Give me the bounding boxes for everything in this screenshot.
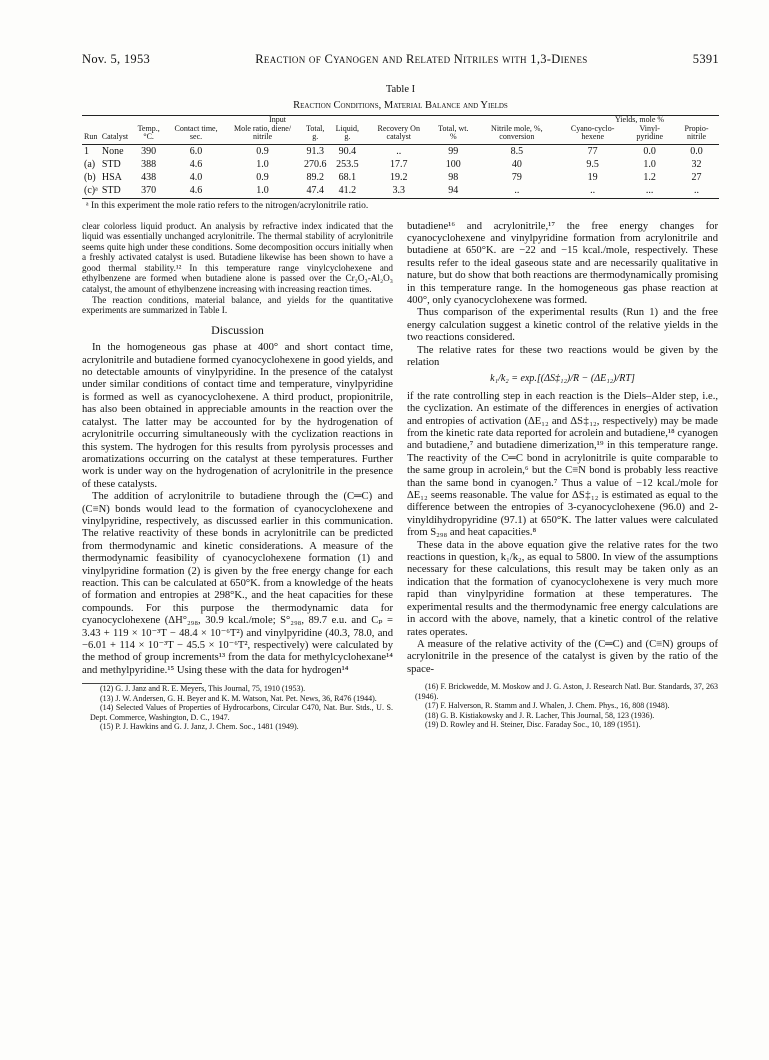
col-total-g: Total, g. <box>300 125 330 145</box>
table-cell: 388 <box>141 158 157 170</box>
table-cell: .. <box>396 145 402 157</box>
table-cell: 1.0 <box>225 184 300 199</box>
table-cell: 4.6 <box>167 184 225 199</box>
results-table <box>82 115 719 199</box>
table-cell: 89.2 <box>306 171 324 183</box>
table-cell: 253.5 <box>336 158 359 170</box>
table-cell: 99 <box>448 145 459 157</box>
table-cell: 1.2 <box>643 171 656 183</box>
table-cell: 0.9 <box>256 145 269 157</box>
col-liquid: Liquid, g. <box>330 125 364 145</box>
table-cell: 390 <box>141 145 157 157</box>
table-cell: 8.5 <box>510 145 524 157</box>
table-cell: 0.0 <box>643 145 656 157</box>
page-number: 5391 <box>692 52 719 66</box>
table-cell: 94 <box>433 184 474 199</box>
reference: (16) F. Brickwedde, M. Moskow and J. G. Aston, J. Research Natl. Bur. Standards, 37, 263 (1946). <box>415 682 718 701</box>
table-cell: 19 <box>587 171 598 183</box>
col-cyano: Cyano-cyclo-hexene <box>560 125 625 145</box>
table-cell: 40 <box>511 158 522 170</box>
table-cell: .. <box>674 184 719 199</box>
col-catalyst: Catalyst <box>100 125 130 145</box>
table-cell: 47.4 <box>300 184 330 199</box>
col-mole-ratio: Mole ratio, diene/ nitrile <box>225 125 300 145</box>
table-cell: 4.6 <box>189 158 203 170</box>
section-heading: Discussion <box>211 322 264 337</box>
table-cell: 27 <box>691 171 702 183</box>
table-caption: Reaction Conditions, Material Balance and Yields <box>293 100 508 111</box>
table-cell: 79 <box>511 171 522 183</box>
reference: (13) J. W. Andersen, G. H. Beyer and K. M. Watson, Nat. Pet. News, 36, R476 (1944). <box>100 693 377 703</box>
table-cell: None <box>101 145 124 157</box>
footnotes-right <box>407 682 718 730</box>
reference: (12) G. J. Janz and R. E. Meyers, This Journal, 75, 1910 (1953). <box>100 684 306 694</box>
table-row <box>82 158 719 171</box>
table-body <box>82 144 719 198</box>
col-temp: Temp., °C. <box>130 125 167 145</box>
running-header <box>82 52 719 70</box>
intro-paragraph: The reaction conditions, material balance, and yields for the quantitative experiments are summarized in Table I. <box>82 294 393 316</box>
col-vinyl: Vinyl-pyridine <box>625 125 674 145</box>
table-cell: 91.3 <box>306 145 324 157</box>
col-total-wt: Total, wt. % <box>433 125 474 145</box>
table-cell: ... <box>625 184 674 199</box>
table-cell: 0.0 <box>690 145 703 157</box>
table-cell: STD <box>101 158 121 170</box>
table-cell: (c)ᵃ <box>82 184 100 199</box>
table-cell: 41.2 <box>330 184 364 199</box>
col-propio: Propio-nitrile <box>674 125 719 145</box>
table-cell: 370 <box>130 184 167 199</box>
col-recovery: Recovery On catalyst <box>365 125 433 145</box>
table-cell: 0.9 <box>256 171 269 183</box>
table-cell: 6.0 <box>189 145 203 157</box>
rate-equation: k₁/k₂ = exp.[(ΔS‡₁₂)/R − (ΔE₁₂)/RT] <box>490 373 635 385</box>
table-cell: 438 <box>141 171 157 183</box>
table-cell: 19.2 <box>390 171 408 183</box>
table-label: Table I <box>385 84 416 95</box>
table-cell: STD <box>100 184 130 199</box>
table-row <box>82 144 719 158</box>
group-input: Input <box>225 116 330 125</box>
table-cell: 68.1 <box>338 171 357 183</box>
intro-paragraph: clear colorless liquid product. An analysis by refractive index indicated that the liquid was essentially unchanged acrylonitrile. The thermal stability of acrylonitrile seems quite high under these conditions. Some decomposition occurs initially when a freshly activated catalyst is used. Butadiene likewise has been shown to have a good thermal stability.¹² In this temperature range vinylcyclohexene and ethylbenzene are formed when butadiene alone is passed over the Cr₂O₃-Al₂O₃ catalyst, the amount of ethylbenzene increasing with increasing reaction times. <box>82 220 393 295</box>
issue-date: Nov. 5, 1953 <box>82 52 151 66</box>
table-cell: .. <box>560 184 625 199</box>
table-cell: HSA <box>101 171 122 183</box>
table-cell: (b) <box>84 171 96 183</box>
col-contact: Contact time, sec. <box>167 125 225 145</box>
group-yields: Yields, mole % <box>560 116 719 125</box>
body-paragraph: In the homogeneous gas phase at 400° and short contact time, acrylonitrile and butadiene formed cyanocyclohexene in good yields, and no detectable amounts of vinylpyridine. In the presence of the catalyst under similar conditions of contact time and temperature, vinylpyridine is formed as well as cyanocyclohexene. A third product, propionitrile, has also been obtained in appreciable amounts in the reaction over the catalyst. The latter may be accounted for by the hydrogenation of acrylonitrile occurring simultaneously with the cyclization reactions in this system. The hydrogen for this results from pyrolysis processes and aromatizations occurring on the catalyst at these temperatures. Further work is under way on the hydrogenation of acrylonitrile in the presence of these catalysts. <box>82 342 393 490</box>
two-column-body <box>82 221 719 732</box>
body-paragraph: These data in the above equation give the relative rates for the two reactions in question, k₁/k₂, as equal to 5800. In view of the assumptions necessary for these calculations, this result may be taken only as an indication that the formation of cyanocyclohexene is very much more rapid than vinylpyridine formation at these temperatures. The experimental results and the thermodynamic free energy calculations are in accord with the above, namely, that a kinetic control of the relative rates operates. <box>407 539 718 638</box>
table-cell: 1.0 <box>256 158 269 170</box>
reference: (18) G. B. Kistiakowsky and J. R. Lacher, This Journal, 58, 123 (1936). <box>425 710 655 720</box>
reference: (17) F. Halverson, R. Stamm and J. Whalen, J. Chem. Phys., 16, 808 (1948). <box>425 701 670 711</box>
table-row <box>82 184 719 199</box>
reference: (19) D. Rowley and H. Steiner, Disc. Faraday Soc., 10, 189 (1951). <box>425 720 641 730</box>
running-title: Reaction of Cyanogen and Related Nitriles with 1,3-Dienes <box>255 52 588 66</box>
right-column <box>407 221 718 732</box>
col-nitrile: Nitrile mole, %, conversion <box>474 125 560 145</box>
body-paragraph: if the rate controlling step in each reaction is the Diels–Alder step, i.e., the cyclization. An estimate of the differences in energies of activation and entropies of activation (ΔE₁₂ and ΔS‡₁₂, respectively) may be made from the kinetic rate data reported for acrolein and butadiene,¹⁸ cyanogen and butadiene,⁷ and butadiene dimerization,¹⁹ in this temperature range. The reactivity of the C═C bond in acrylonitrile is quite comparable to the same group in acrolein,⁶ but the C≡N bond is probably less reactive than the same bond in cyanogen.⁷ Thus a value of −12 kcal./mole for ΔE₁₂ seems reasonable. The value for ΔS‡₁₂ is estimated as equal to the difference between the entropies of 3-cyanocyclohexene (96.0) and 2-vinyldihydropyridine (97.1) at 650°K. The latter values were calculated from S₂₉₈ and heat capacities.⁸ <box>407 390 718 539</box>
table-cell: 1 <box>84 145 89 157</box>
col-run: Run <box>82 125 100 145</box>
table-footnote: ᵃ In this experiment the mole ratio refers to the nitrogen/acrylonitrile ratio. <box>86 200 369 211</box>
reference: (14) Selected Values of Properties of Hydrocarbons, Circular C470, Nat. Bur. Stds., U. S. Dept. Commerce, Washington, D. C., 1947. <box>90 703 393 722</box>
table-cell: 90.4 <box>338 145 357 157</box>
table-cell: 3.3 <box>365 184 433 199</box>
table-row <box>82 171 719 184</box>
body-paragraph: The addition of acrylonitrile to butadiene through the (C═C) and (C≡N) bonds would lead to the formation of cyanocyclohexene and vinylpyridine, respectively, as discussed earlier in this communication. The relative reactivity of these bonds in acrylonitrile can be predicted from thermodynamic and kinetic considerations. A measure of the thermodynamic feasibility of cyanocyclohexene formation (1) and vinylpyridine formation (2) is given by the free energy change for each reaction. This can be calculated at 650°K. from a knowledge of the heats of formation and entropies at 298°K., and the heat capacities for these compounds. For this purpose the thermodynamic data for cyanocyclohexene (ΔH°₂₉₈, 30.9 kcal./mole; S°₂₉₈, 89.7 e.u. and Cₚ = 3.43 + 119 × 10⁻³T − 48.4 × 10⁻⁶T²) and vinylpyridine (40.3, 78.0, and −6.01 + 114 × 10⁻³T − 45.5 × 10⁻⁶T², respectively) were calculated by the method of group increments¹³ from the data for methylcyclohexane¹⁴ and methylpyridine.¹⁵ Using these with the data for hydrogen¹⁴ <box>82 491 393 676</box>
left-column <box>82 221 393 732</box>
table-cell: .. <box>474 184 560 199</box>
table-cell: 9.5 <box>586 158 599 170</box>
body-paragraph: The relative rates for these two reactions would be given by the relation <box>407 344 718 368</box>
body-paragraph: Thus comparison of the experimental results (Run 1) and the free energy calculation suggest a kinetic control of the relative yields in the two reactions considered. <box>407 307 718 344</box>
table-cell: 17.7 <box>390 158 408 170</box>
reference: (15) P. J. Hawkins and G. J. Janz, J. Chem. Soc., 1481 (1949). <box>100 722 299 732</box>
table-cell: 77 <box>587 145 598 157</box>
table-cell: (a) <box>84 158 96 170</box>
table-cell: 1.0 <box>643 158 656 170</box>
table-cell: 32 <box>691 158 702 170</box>
body-paragraph: butadiene¹⁶ and acrylonitrile,¹⁷ the free energy changes for cyanocyclohexene and vinylpyridine formation from acrylonitrile and butadiene at 650°K. are −22 and −15 kcal./mole, respectively. These results refer to the ideal gaseous state and are necessarily qualitative in nature, but do show that both reactions are thermodynamically promising in this temperature range. In the homogeneous gas phase reaction at 400°, only cyanocyclohexene was formed. <box>407 220 718 306</box>
table-cell: 100 <box>445 158 461 170</box>
body-paragraph: A measure of the relative activity of the (C═C) and (C≡N) groups of acrylonitrile in the presence of the catalyst is given by the ratio of the space- <box>407 638 718 675</box>
table-cell: 98 <box>448 171 459 183</box>
table-cell: 270.6 <box>303 158 327 170</box>
table-cell: 4.0 <box>189 171 203 183</box>
